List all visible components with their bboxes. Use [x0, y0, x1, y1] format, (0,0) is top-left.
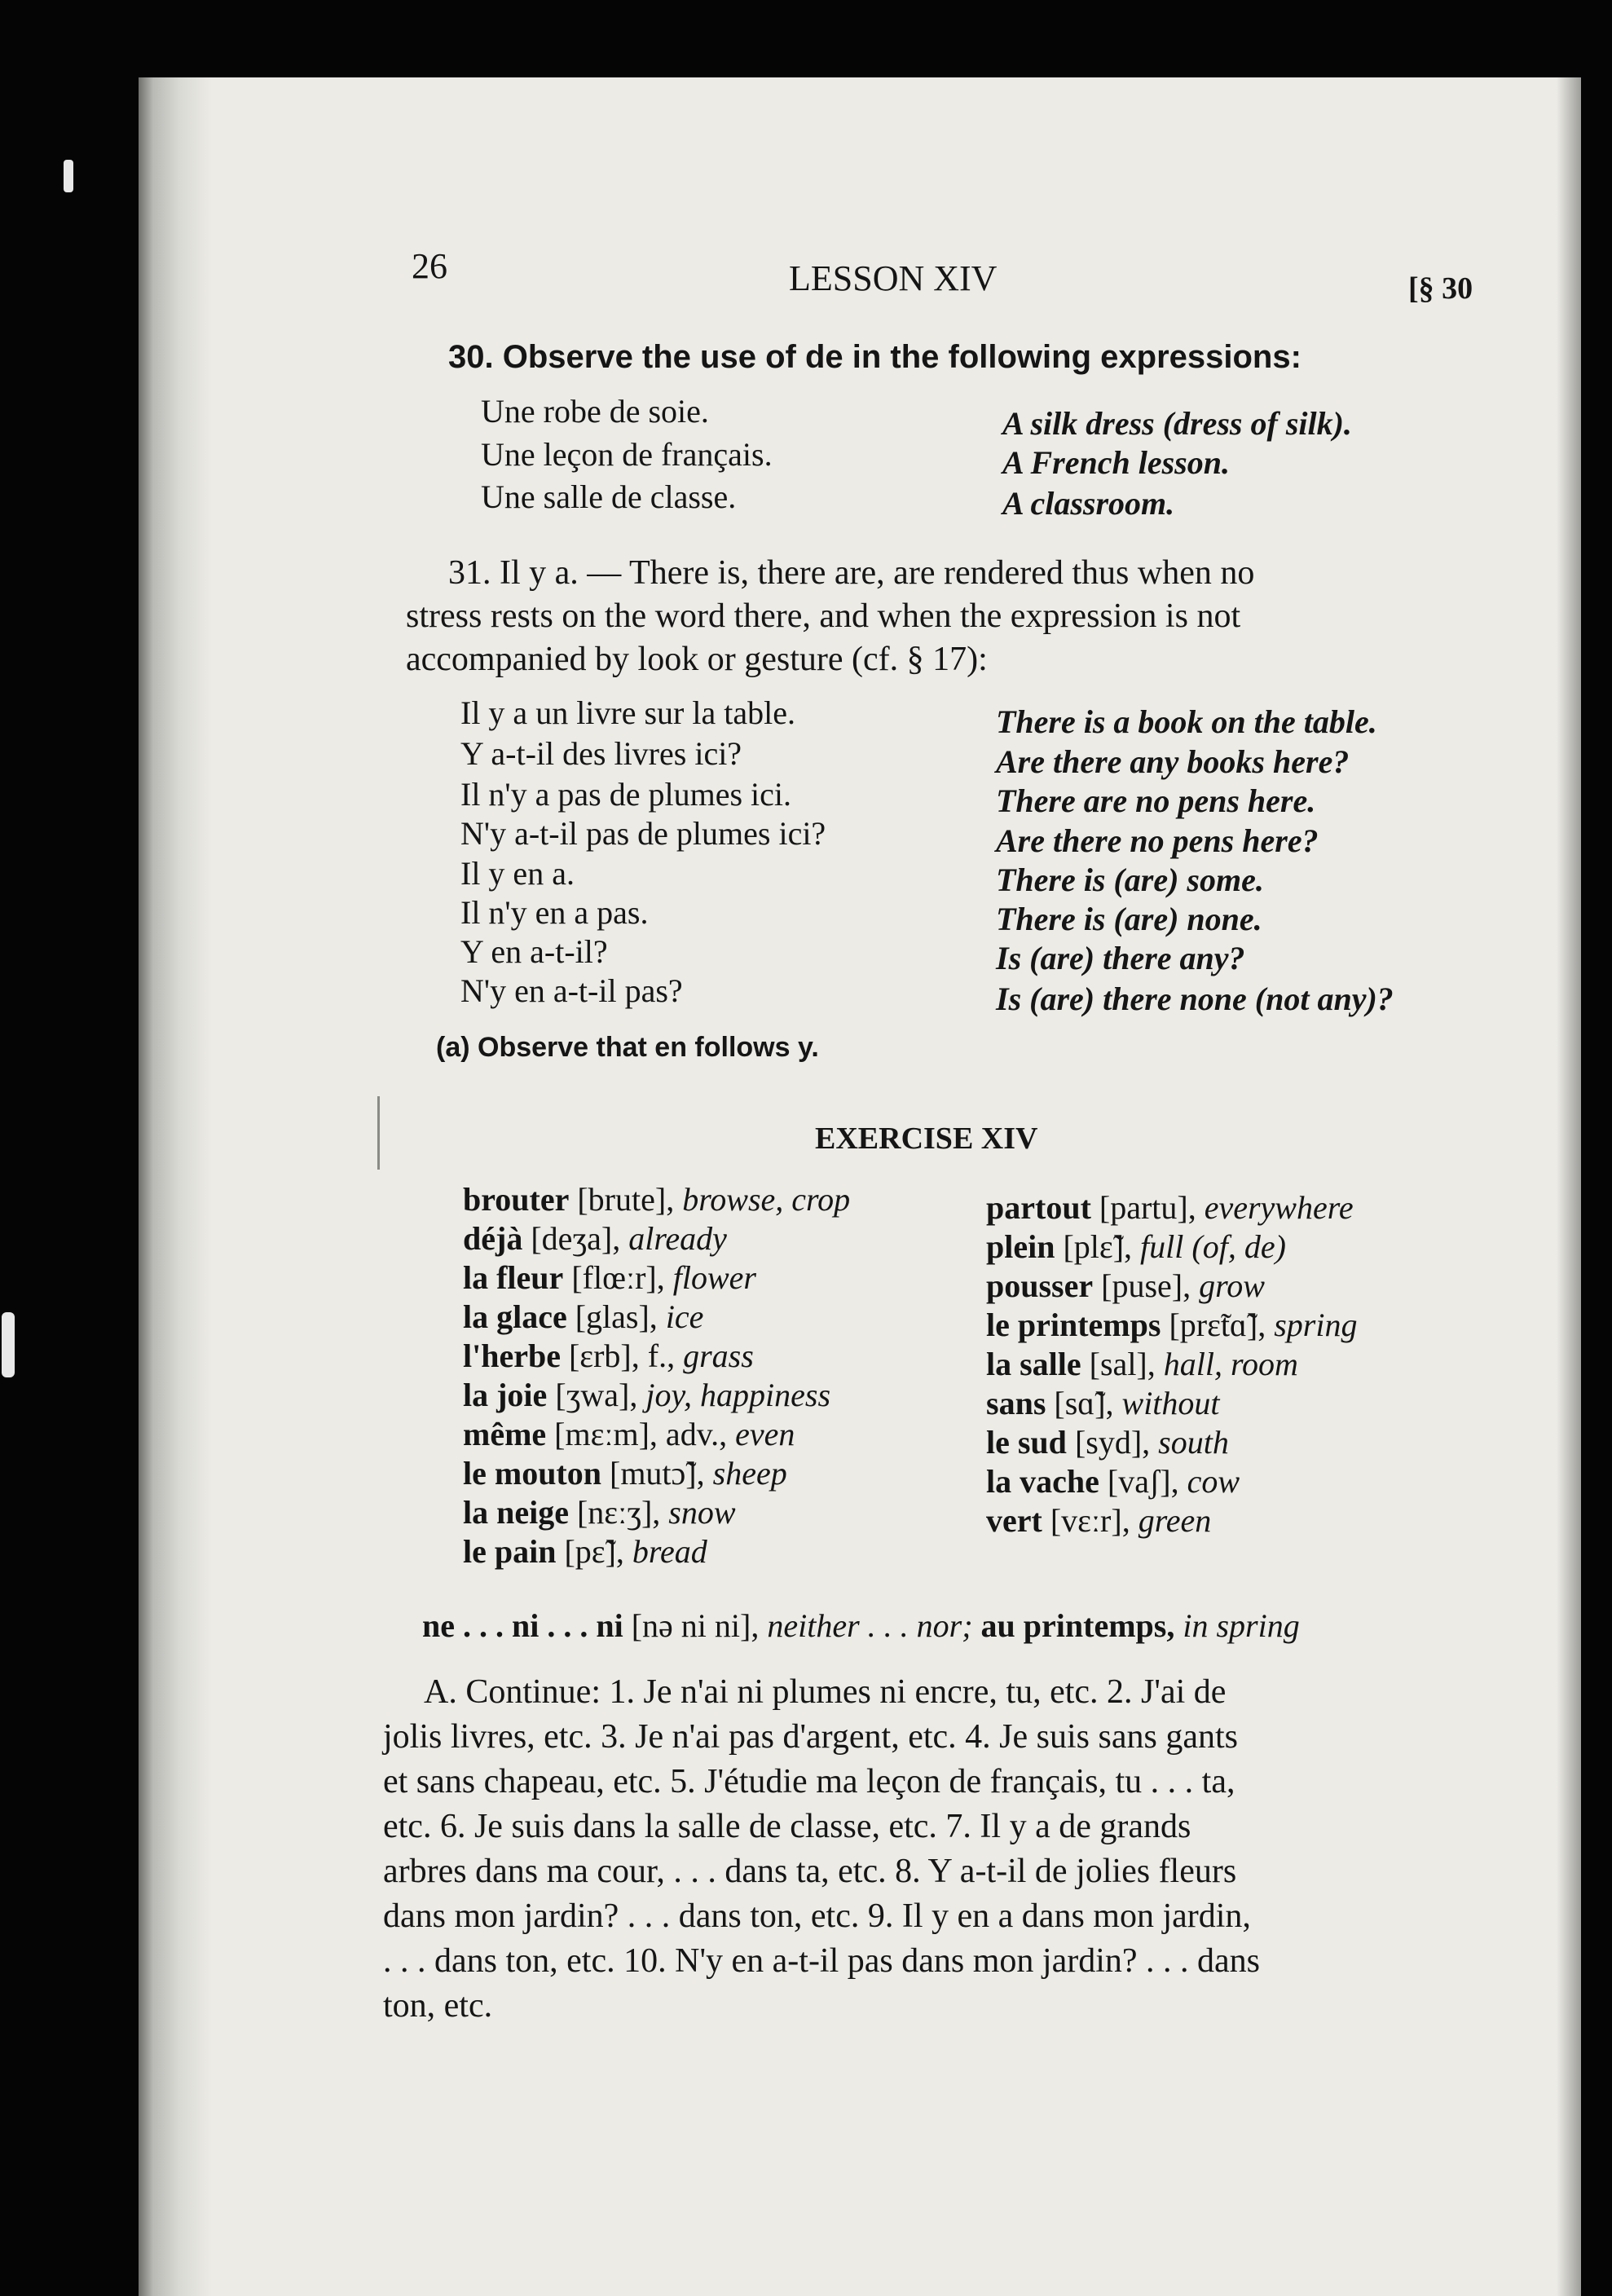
example-fr: Il y en a. [460, 855, 575, 892]
section-31-line: 31. Il y a. — There is, there are, are rendered thus when no [448, 554, 1255, 592]
vocab-entry: la glace [glas], ice [463, 1298, 704, 1335]
vocab-entry: brouter [brute], browse, crop [463, 1181, 851, 1218]
vocab-entry: partout [partu], everywhere [986, 1189, 1354, 1226]
vocab-entry: plein [plɛ̃], full (of, de) [986, 1228, 1286, 1265]
vocab-entry: la fleur [flœːr], flower [463, 1259, 756, 1296]
page-number: 26 [412, 246, 447, 286]
continue-line: et sans chapeau, etc. 5. J'étudie ma leçon de français, tu . . . ta, [383, 1763, 1235, 1800]
example-en: There is (are) some. [996, 862, 1264, 898]
vocab-entry: la vache [vaʃ], cow [986, 1463, 1240, 1500]
continue-line: jolis livres, etc. 3. Je n'ai pas d'argent, etc. 4. Je suis sans gants [383, 1718, 1238, 1756]
example-fr: N'y a-t-il pas de plumes ici? [460, 815, 826, 852]
continue-line: A. Continue: 1. Je n'ai ni plumes ni encre, tu, etc. 2. J'ai de [424, 1673, 1227, 1711]
section-reference: [§ 30 [1408, 271, 1473, 306]
example-en: Are there no pens here? [996, 822, 1319, 859]
continue-line: dans mon jardin? . . . dans ton, etc. 9. Il y en a dans mon jardin, [383, 1897, 1251, 1935]
vocab-entry: la neige [nɛːʒ], snow [463, 1494, 736, 1531]
example-fr: Une robe de soie. [481, 393, 709, 430]
vocab-entry: le pain [pɛ̃], bread [463, 1533, 707, 1570]
vocab-entry: vert [vɛːr], green [986, 1502, 1212, 1539]
binding-mark [2, 1312, 15, 1377]
example-fr: Il y a un livre sur la table. [460, 694, 795, 731]
example-en: Is (are) there none (not any)? [996, 981, 1394, 1017]
vocab-entry: sans [sɑ̃], without [986, 1385, 1220, 1421]
exercise-title: EXERCISE XIV [815, 1122, 1038, 1156]
example-fr: Une leçon de français. [481, 436, 773, 473]
example-fr: Une salle de classe. [481, 478, 737, 515]
vocab-entry: pousser [puse], grow [986, 1267, 1265, 1304]
example-en: Is (are) there any? [996, 940, 1245, 976]
vocab-entry: la joie [ʒwa], joy, happiness [463, 1377, 831, 1413]
vocab-entry: déjà [deʒa], already [463, 1220, 727, 1257]
section-31-note: (a) Observe that en follows y. [436, 1032, 819, 1063]
example-fr: Y a-t-il des livres ici? [460, 735, 742, 772]
continue-line: ton, etc. [383, 1987, 493, 2025]
example-en: There are no pens here. [996, 782, 1316, 819]
continue-line: . . . dans ton, etc. 10. N'y en a-t-il pas dans mon jardin? . . . dans [383, 1942, 1261, 1980]
continue-line: etc. 6. Je suis dans la salle de classe, etc. 7. Il y a de grands [383, 1808, 1191, 1845]
section-31-line: stress rests on the word there, and when the expression is not [406, 597, 1241, 635]
section-31-line: accompanied by look or gesture (cf. § 17): [406, 641, 988, 678]
section-30-intro: 30. Observe the use of de in the following expressions: [448, 339, 1301, 375]
running-title: LESSON XIV [789, 258, 998, 298]
continue-line: arbres dans ma cour, . . . dans ta, etc. 8. Y a-t-il de jolies fleurs [383, 1853, 1237, 1890]
vocab-entry: le sud [syd], south [986, 1424, 1229, 1461]
example-en: Are there any books here? [996, 743, 1350, 780]
example-en: There is (are) none. [996, 901, 1262, 937]
idioms-line: ne . . . ni . . . ni [nə ni ni], neither . . . nor; au printemps, in spring [422, 1607, 1300, 1644]
margin-line [377, 1096, 380, 1170]
binding-mark [64, 160, 73, 192]
example-en: A silk dress (dress of silk). [1002, 405, 1352, 442]
example-fr: Il n'y a pas de plumes ici. [460, 776, 791, 813]
example-fr: Y en a-t-il? [460, 933, 608, 970]
example-fr: N'y en a-t-il pas? [460, 972, 683, 1009]
vocab-entry: même [mɛːm], adv., even [463, 1416, 795, 1452]
vocab-entry: le mouton [mutɔ̃], sheep [463, 1455, 787, 1492]
example-en: A classroom. [1002, 485, 1175, 522]
example-en: There is a book on the table. [996, 703, 1377, 740]
example-en: A French lesson. [1002, 444, 1230, 481]
vocab-entry: le printemps [prɛ̃tɑ̃], spring [986, 1307, 1358, 1343]
vocab-entry: l'herbe [ɛrb], f., grass [463, 1337, 754, 1374]
vocab-entry: la salle [sal], hall, room [986, 1346, 1298, 1382]
example-fr: Il n'y en a pas. [460, 894, 649, 931]
